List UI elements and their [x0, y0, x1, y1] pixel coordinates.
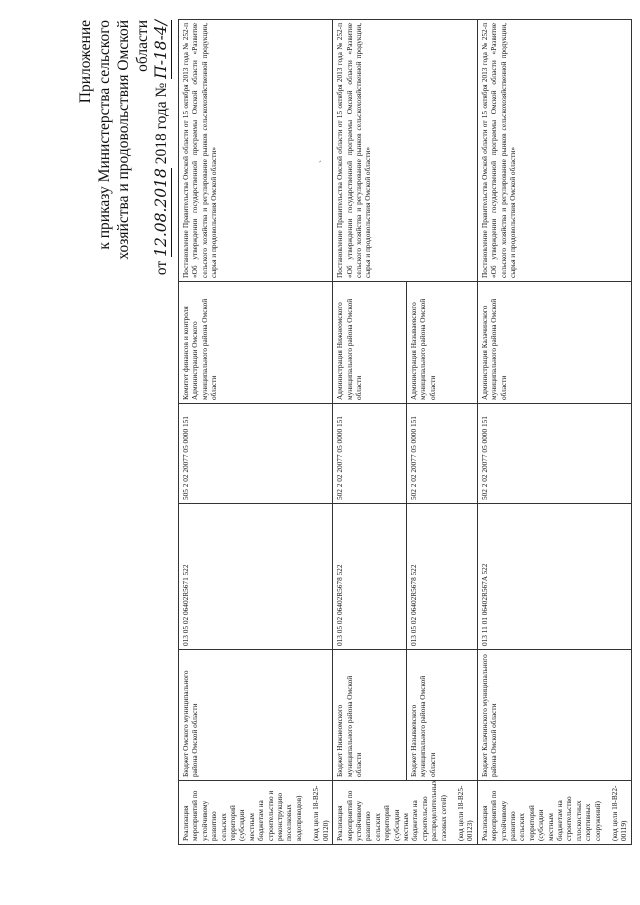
basis-cell: Постановление Правительства Омской области от 15 октября 2013 года № 252-п «Об утверждении государственной программы Омской области «Развитие сельского хозяйства и регулирование рынков сельскохозяйственной продукции, сырья и продовольствия Омской области»: [477, 20, 631, 282]
date-handwritten: 12.08.2018: [152, 168, 170, 257]
budget-cell: Бюджет Называевского муниципального района Омской области: [406, 650, 477, 781]
recipient-cell: Администрация Нижнеомского муниципального района Омской области: [333, 282, 407, 404]
table-row: [477, 20, 631, 845]
event-cell: [477, 781, 631, 845]
classifier-cell: 013 05 02 06402R5671 522: [179, 504, 333, 650]
admin-code-cell: 502 2 02 20077 05 0000 151: [477, 404, 631, 504]
recipient-cell: Администрация Называевского муниципального района Омской области: [406, 282, 477, 404]
appendix-header: [76, 20, 172, 305]
date-prefix: от: [153, 260, 170, 276]
appendix-subtitle-2: хозяйства и продовольствия Омской области: [115, 20, 151, 260]
order-number: П-18-4/: [152, 20, 170, 79]
event-code: (код цели 18-В25-00120): [311, 785, 330, 841]
appendix-title: Приложение: [77, 20, 94, 104]
budget-cell: Бюджет Нижнеомского муниципального района Омской области: [333, 650, 407, 781]
event-code: (код цели 18-В22-00119): [610, 785, 629, 841]
admin-code-cell: 505 2 02 20077 05 0000 151: [179, 404, 333, 504]
event-text: Реализация мероприятий по устойчивому развитию сельских территорий (субсидии местным бюджетам на строительство распределительных газовых сетей): [335, 779, 448, 841]
event-code: (код цели 18-В25-00123): [455, 785, 475, 841]
recipient-cell: Комитет финансов и контроля Администрации Омского муниципального района Омской области: [179, 282, 333, 404]
basis-cell: Постановление Правительства Омской области от 15 октября 2013 года № 252-п «Об утверждении государственной программы Омской области «Развитие сельского хозяйства и регулирование рынков сельскохозяйственной продукции, сырья и продовольствия Омской области»: [333, 20, 478, 282]
basis-cell: Постановление Правительства Омской области от 15 октября 2013 года № 252-п «Об утверждении государственной программы Омской области «Развитие сельского хозяйства и регулирование рынков сельскохозяйственной продукции, сырья и продовольствия Омской области»: [179, 20, 333, 282]
appendix-date-line: [152, 20, 172, 305]
event-text: Реализация мероприятий по устойчивому развитию сельских территорий (субсидии местным бюджетам на строительство и реконструкцию поселковых водопроводов): [181, 790, 303, 841]
event-cell: [333, 781, 478, 845]
appendix-subtitle-1: к приказу Министерства сельского: [96, 20, 113, 250]
table-row: [333, 20, 407, 845]
event-cell: [179, 781, 333, 845]
budget-cell: Бюджет Калачинского муниципального района Омской области: [477, 650, 631, 781]
budget-cell: Бюджет Омского муниципального района Омской области: [179, 650, 333, 781]
table-row: [179, 20, 333, 845]
event-text: Реализация мероприятий по устойчивому развитию сельских территорий (субсидии местным бюджетам на строительство плоскостных спортивных сооружений): [479, 790, 602, 841]
admin-code-cell: 502 2 02 20077 05 0000 151: [406, 404, 477, 504]
recipient-cell: Администрация Калачинского муниципального района Омской области: [477, 282, 631, 404]
subsidy-table: [178, 19, 632, 845]
admin-code-cell: 502 2 02 20077 05 0000 151: [333, 404, 407, 504]
classifier-cell: 013 05 02 06402R5678 522: [406, 504, 477, 650]
pen-mark: `: [318, 160, 328, 163]
classifier-cell: 013 11 01 06402R567A 522: [477, 504, 631, 650]
classifier-cell: 013 05 02 06402R5678 522: [333, 504, 407, 650]
date-year: 2018 года №: [153, 82, 170, 165]
